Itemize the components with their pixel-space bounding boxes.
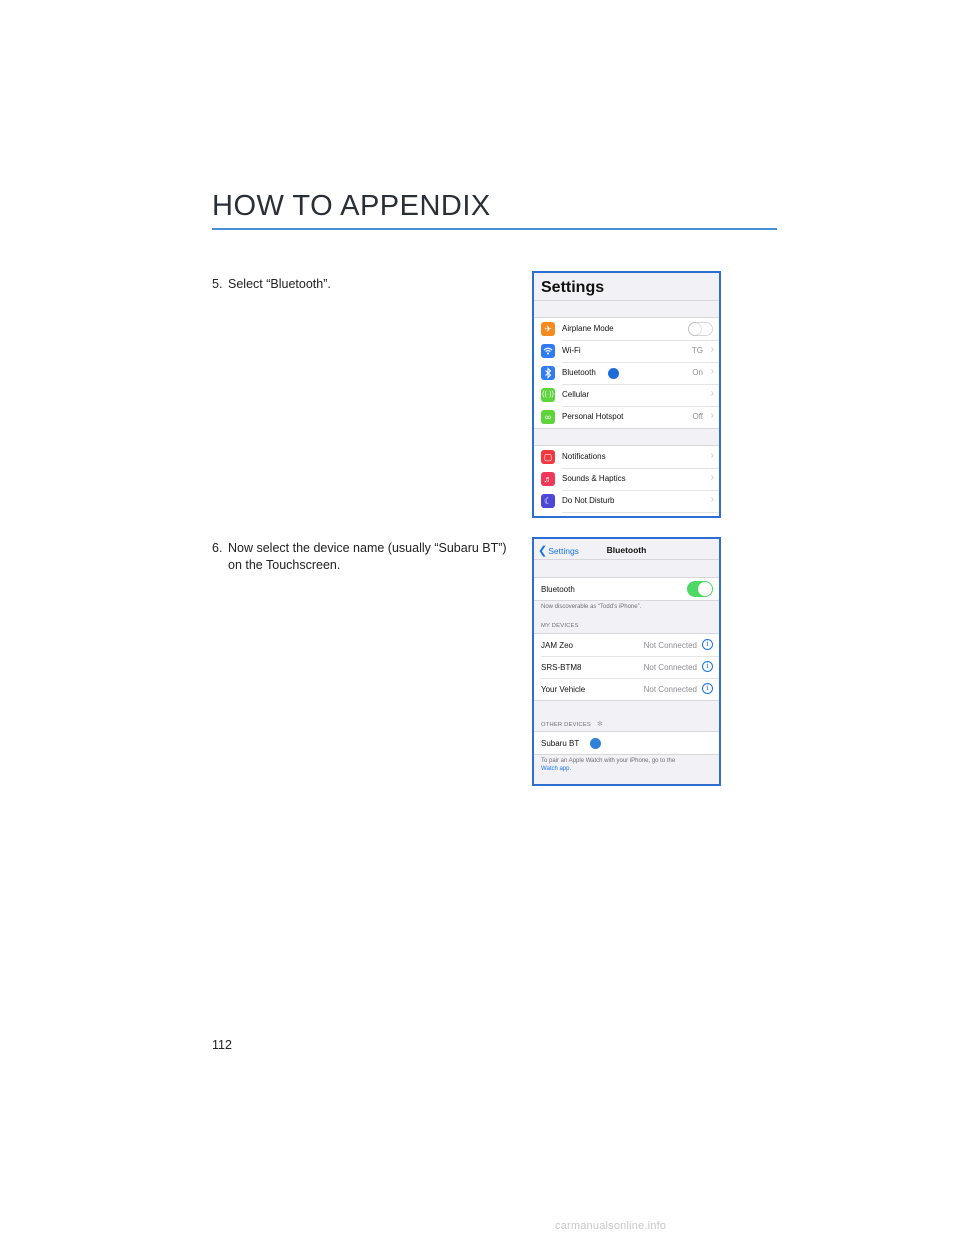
chevron-right-icon: › xyxy=(710,472,714,483)
bluetooth-toggle-row[interactable] xyxy=(534,578,719,600)
settings-row-personal-hotspot[interactable] xyxy=(534,406,719,428)
settings-group-notifications xyxy=(534,445,719,518)
header-divider xyxy=(534,300,719,301)
device-name: JAM Zeo xyxy=(541,641,574,650)
row-label: Sounds & Haptics xyxy=(562,474,626,483)
watermark: carmanualsonline.info xyxy=(555,1220,667,1232)
footer-text: To pair an Apple Watch with your iPhone, go to the xyxy=(541,758,676,764)
info-icon[interactable]: i xyxy=(702,639,713,650)
row-value: TG xyxy=(691,346,703,355)
apple-watch-note xyxy=(541,757,713,773)
settings-row-notifications[interactable] xyxy=(534,446,719,468)
partial-icon xyxy=(541,517,555,518)
bluetooth-toggle-label: Bluetooth xyxy=(541,585,575,594)
settings-title: Settings xyxy=(541,279,605,296)
settings-row-partial xyxy=(534,512,719,518)
step-5-text: Select “Bluetooth”. xyxy=(228,277,331,291)
row-label: Do Not Disturb xyxy=(562,496,615,505)
watch-app-link[interactable]: Watch app. xyxy=(541,766,572,772)
device-row-your-vehicle[interactable] xyxy=(534,678,719,700)
title-divider xyxy=(212,228,777,230)
section-title: HOW TO APPENDIX xyxy=(212,190,491,222)
back-label: Settings xyxy=(548,546,579,556)
step-5-number: 5. xyxy=(212,277,223,291)
device-status: Not Connected xyxy=(643,663,697,672)
step-6-number: 6. xyxy=(212,541,223,555)
wifi-icon xyxy=(541,344,555,358)
airplane-icon: ✈ xyxy=(541,322,555,336)
device-row-jam-zeo[interactable] xyxy=(534,634,719,656)
step-6 xyxy=(212,540,507,574)
row-label: Wi-Fi xyxy=(562,346,581,355)
chevron-right-icon: › xyxy=(710,450,714,461)
step-6-text-line1: Now select the device name (usually “Subaru BT”) xyxy=(228,541,507,555)
row-label: Airplane Mode xyxy=(562,324,614,333)
settings-screenshot xyxy=(532,271,721,518)
bluetooth-screenshot xyxy=(532,537,721,786)
settings-row-wifi[interactable] xyxy=(534,340,719,362)
tap-indicator-dot xyxy=(590,738,601,749)
chevron-right-icon: › xyxy=(710,388,714,399)
info-icon[interactable]: i xyxy=(702,661,713,672)
row-label: Notifications xyxy=(562,452,606,461)
sounds-icon: ♬ xyxy=(541,472,555,486)
bluetooth-icon xyxy=(541,366,555,380)
step-6-text-line2: on the Touchscreen. xyxy=(228,558,341,572)
chevron-right-icon: › xyxy=(710,366,714,377)
other-devices-label: OTHER DEVICES xyxy=(541,722,591,728)
settings-row-bluetooth[interactable] xyxy=(534,362,719,384)
cellular-icon: ((·)) xyxy=(541,388,555,402)
row-value: On xyxy=(692,368,703,377)
device-name: SRS-BTM8 xyxy=(541,663,582,672)
tap-indicator-dot xyxy=(608,368,619,379)
chevron-right-icon: › xyxy=(710,344,714,355)
chevron-left-icon: ❮ xyxy=(538,545,548,557)
bluetooth-toggle[interactable] xyxy=(687,581,713,597)
device-name: Your Vehicle xyxy=(541,685,586,694)
notifications-icon: ▢ xyxy=(541,450,555,464)
my-devices-group xyxy=(534,633,719,701)
other-devices-group xyxy=(534,731,719,755)
airplane-mode-toggle[interactable] xyxy=(688,322,713,336)
nav-title: Bluetooth xyxy=(606,545,647,555)
nav-divider xyxy=(534,559,719,560)
device-row-subaru-bt[interactable] xyxy=(534,732,719,754)
device-status: Not Connected xyxy=(643,685,697,694)
device-status: Not Connected xyxy=(643,641,697,650)
settings-row-cellular[interactable] xyxy=(534,384,719,406)
page-number: 112 xyxy=(212,1038,232,1052)
step-5 xyxy=(212,276,331,293)
row-label: Bluetooth xyxy=(562,368,596,377)
hotspot-icon: ∞ xyxy=(541,410,555,424)
row-label: Personal Hotspot xyxy=(562,412,624,421)
device-name: Subaru BT xyxy=(541,739,580,748)
row-value: Off xyxy=(692,412,703,421)
discoverable-note: Now discoverable as “Todd’s iPhone”. xyxy=(541,604,642,610)
moon-icon: ☾ xyxy=(541,494,555,508)
my-devices-header: MY DEVICES xyxy=(541,623,579,629)
settings-row-sounds-haptics[interactable] xyxy=(534,468,719,490)
info-icon[interactable]: i xyxy=(702,683,713,694)
spinner-icon: ✼ xyxy=(596,721,604,728)
row-label: Cellular xyxy=(562,390,590,399)
settings-row-do-not-disturb[interactable] xyxy=(534,490,719,512)
chevron-right-icon: › xyxy=(710,410,714,421)
bluetooth-toggle-group xyxy=(534,577,719,601)
other-devices-header xyxy=(541,720,603,728)
settings-row-airplane-mode[interactable] xyxy=(534,318,719,340)
chevron-right-icon: › xyxy=(710,494,714,505)
settings-group-connectivity xyxy=(534,317,719,429)
device-row-srs-btm8[interactable] xyxy=(534,656,719,678)
